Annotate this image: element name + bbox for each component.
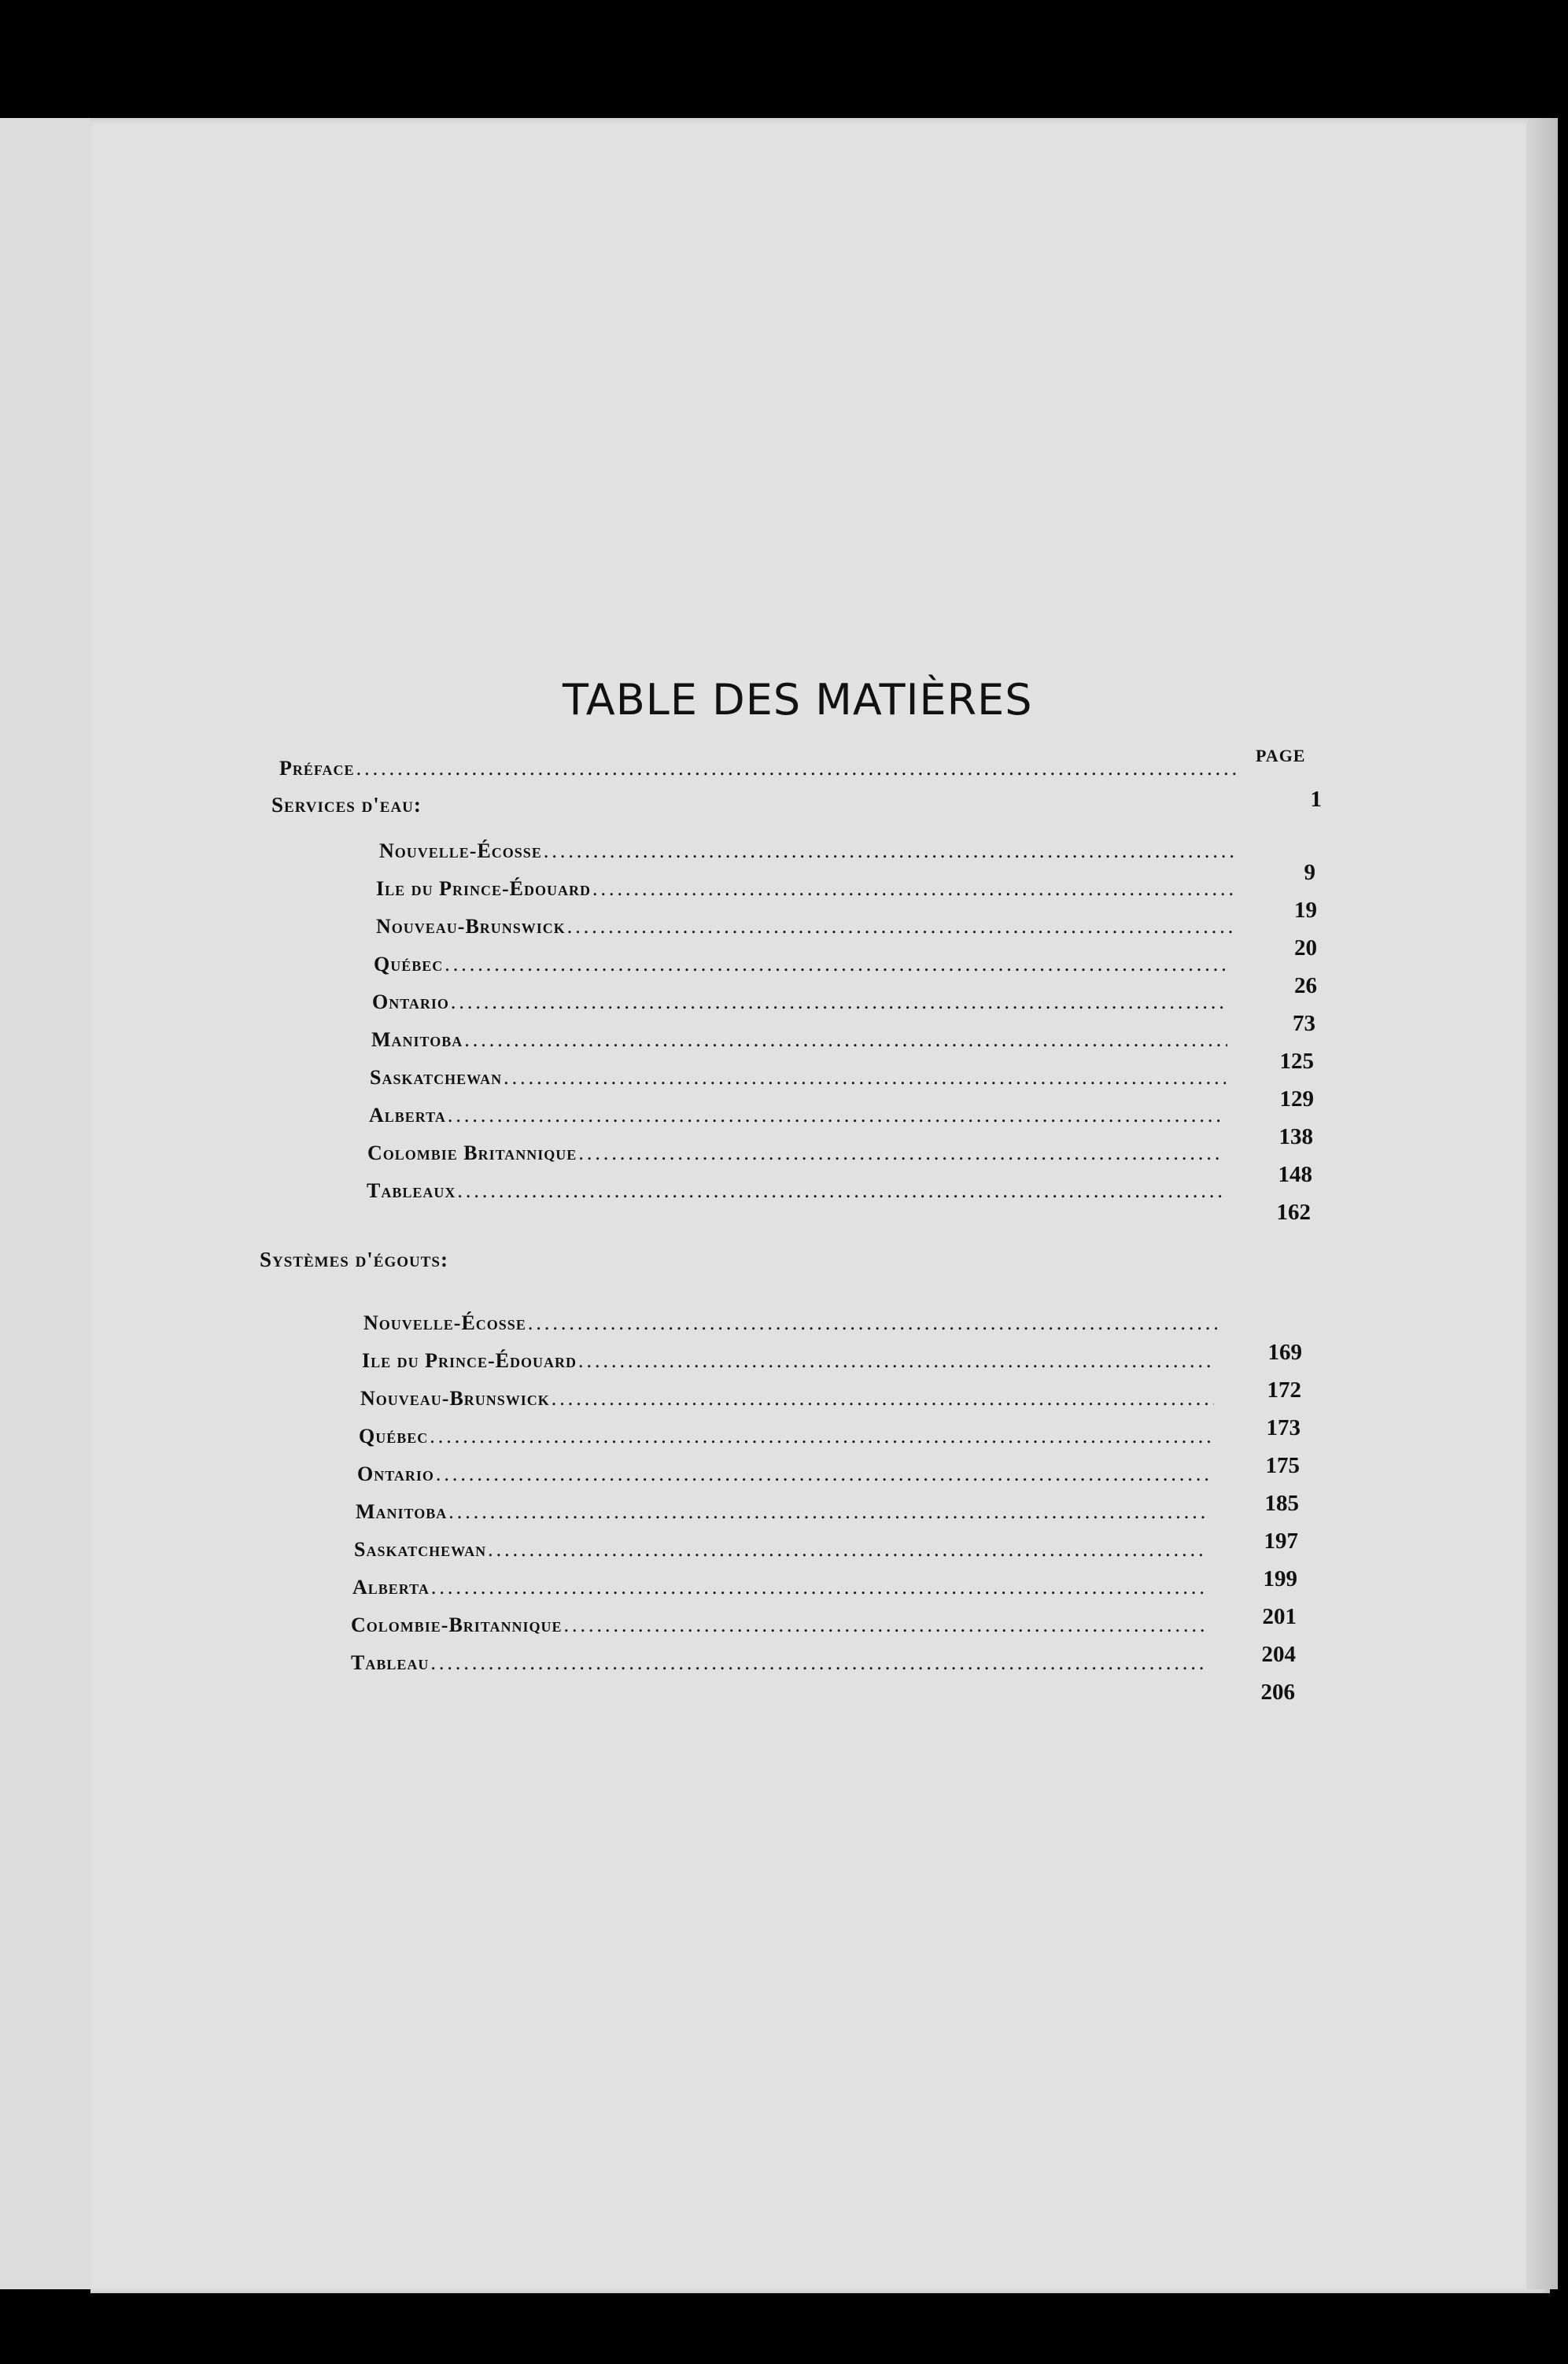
dot-leader (431, 1576, 1206, 1599)
dot-leader (451, 990, 1228, 1014)
toc-page-number: 172 (1267, 1377, 1301, 1403)
dot-leader (552, 1387, 1214, 1411)
page-column-heading: PAGE (1256, 746, 1306, 765)
toc-entry-label: Tableaux (367, 1179, 456, 1202)
toc-page-number: 175 (1265, 1453, 1300, 1478)
toc-entry-label: Nouveau-Brunswick (360, 1387, 550, 1410)
dot-leader (464, 1028, 1227, 1052)
toc-page-number: 73 (1293, 1011, 1315, 1036)
toc-page-number: 169 (1267, 1340, 1302, 1365)
toc-page-number: 204 (1261, 1642, 1296, 1667)
toc-page-number: 206 (1260, 1680, 1295, 1705)
dot-leader (430, 1651, 1205, 1675)
toc-entry-label: Saskatchewan (370, 1066, 503, 1089)
page-fore-edge (1526, 118, 1558, 2289)
toc-page-number: 26 (1294, 973, 1317, 998)
toc-entry-label: Manitoba (356, 1500, 448, 1523)
dot-leader (436, 1462, 1211, 1486)
toc-entry (376, 877, 1234, 901)
dot-leader (528, 1311, 1217, 1335)
toc-entry (360, 1387, 1214, 1411)
toc-entry (354, 1538, 1208, 1562)
toc-entry-label: Québec (359, 1425, 429, 1448)
toc-entry-label: Préface (279, 757, 355, 780)
toc-entry-label: Manitoba (371, 1028, 463, 1051)
toc-entry (357, 1462, 1211, 1486)
toc-entry-preface (279, 757, 1239, 780)
dot-leader (504, 1066, 1226, 1090)
toc-entry (369, 1104, 1225, 1127)
toc-entry (367, 1141, 1223, 1165)
toc-page-number: 1 (1310, 787, 1322, 812)
dot-leader (567, 915, 1232, 939)
page-sheet (90, 118, 1550, 2293)
section-heading-services: Services d'eau: (271, 793, 422, 817)
toc-entry (363, 1311, 1217, 1335)
toc-entry-label: Nouvelle-Écosse (363, 1311, 526, 1334)
page-title: TABLE DES MATIÈRES (563, 675, 1033, 725)
toc-entry-label: Alberta (352, 1576, 430, 1599)
dot-leader (578, 1141, 1223, 1165)
dot-leader (544, 839, 1237, 863)
toc-page-number: 125 (1279, 1049, 1314, 1074)
toc-page-number: 19 (1294, 898, 1317, 923)
toc-entry (362, 1349, 1216, 1373)
toc-page-number: 20 (1294, 935, 1317, 961)
toc-entry-label: Ile du Prince-Édouard (362, 1349, 577, 1372)
dot-leader (356, 757, 1239, 780)
toc-entry (372, 990, 1228, 1014)
toc-entry (356, 1500, 1209, 1524)
toc-entry-label: Colombie Britannique (367, 1141, 577, 1164)
toc-page-number: 148 (1278, 1162, 1312, 1187)
toc-page-number: 9 (1304, 860, 1315, 885)
toc-entry-label: Québec (374, 953, 444, 975)
dot-leader (457, 1179, 1223, 1203)
toc-entry (367, 1179, 1223, 1203)
toc-entry (359, 1425, 1212, 1448)
dot-leader (488, 1538, 1208, 1562)
toc-entry (351, 1651, 1205, 1675)
dot-leader (578, 1349, 1216, 1373)
toc-page-number: 197 (1264, 1529, 1298, 1554)
toc-entry-label: Saskatchewan (354, 1538, 487, 1561)
dot-leader (592, 877, 1234, 901)
toc-page-number: 173 (1266, 1415, 1301, 1440)
dot-leader (445, 953, 1230, 976)
toc-page-number: 162 (1276, 1200, 1311, 1225)
toc-page-number: 138 (1278, 1124, 1313, 1149)
toc-page-number: 199 (1263, 1566, 1297, 1591)
section-heading-egouts: Systèmes d'égouts: (260, 1248, 448, 1271)
toc-page-number: 201 (1262, 1604, 1297, 1629)
dot-leader (430, 1425, 1212, 1448)
toc-entry (374, 953, 1230, 976)
toc-entry (370, 1066, 1226, 1090)
toc-entry (379, 839, 1237, 863)
toc-entry-label: Tableau (351, 1651, 430, 1674)
dot-leader (448, 1500, 1209, 1524)
toc-entry (352, 1576, 1206, 1599)
toc-entry-label: Nouvelle-Écosse (379, 839, 542, 862)
dot-leader (563, 1613, 1205, 1637)
toc-entry-label: Alberta (369, 1104, 446, 1127)
toc-entry (371, 1028, 1227, 1052)
toc-entry-label: Ile du Prince-Édouard (376, 877, 592, 900)
toc-page-number: 129 (1279, 1086, 1314, 1112)
toc-entry-label: Ontario (357, 1462, 434, 1485)
toc-page-number: 185 (1264, 1491, 1299, 1516)
toc-entry-label: Ontario (372, 990, 449, 1013)
toc-entry (376, 915, 1232, 939)
toc-entry-label: Nouveau-Brunswick (376, 915, 566, 938)
dot-leader (448, 1104, 1225, 1127)
toc-entry (351, 1613, 1205, 1637)
toc-entry-label: Colombie-Britannique (351, 1613, 563, 1636)
